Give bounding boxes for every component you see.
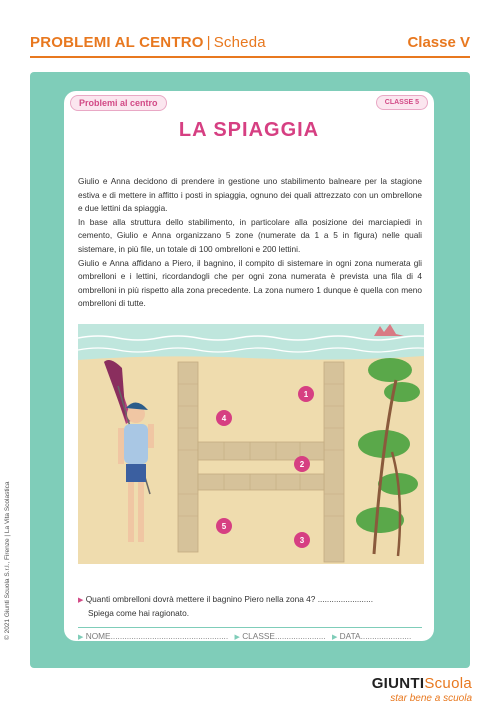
triangle-bullet-icon: ▶: [78, 597, 84, 604]
header-left: [30, 34, 266, 51]
question-text: Quanti ombrelloni dovrà mettere il bagnino Piero nella zona 4? ........................: [85, 594, 374, 604]
grade-label: Classe V: [407, 34, 470, 51]
header-separator: |: [206, 34, 211, 51]
triangle-bullet-icon: ▶: [234, 634, 240, 641]
problem-text: [78, 175, 422, 311]
worksheet-title: LA SPIAGGIA: [178, 119, 320, 141]
question-subtext: Spiega come hai ragionato.: [88, 608, 190, 618]
beach-illustration: [78, 324, 424, 564]
zone-label-4: 4: [221, 414, 227, 423]
tag-classe: CLASSE 5: [376, 95, 428, 110]
logo-brand: GIUNTI: [371, 675, 425, 692]
question-block: [78, 593, 422, 619]
worksheet-card: [64, 91, 434, 641]
date-label: DATA: [339, 631, 361, 641]
paragraph: In base alla struttura dello stabilimento, in particolare alla posizione dei marciapiedi in cemento, Giulio e Anna organizzano 5 zone (numerate da 1 a 5 in figura) nelle quali sistemare, in più file, un totale di 100 ombrelloni e 200 lettini.: [78, 216, 422, 254]
logo-brand-suffix: Scuola: [424, 675, 472, 692]
class-field[interactable]: ▶ CLASSE......................: [234, 631, 326, 641]
giunti-logo: [372, 675, 472, 704]
triangle-bullet-icon: ▶: [331, 634, 338, 641]
zone-label-5: 5: [221, 522, 227, 531]
student-fields: [78, 627, 422, 640]
tag-problemi: Problemi al centro: [70, 95, 167, 111]
triangle-bullet-icon: ▶: [78, 634, 84, 641]
logo-tagline: star bene a scuola: [390, 693, 472, 704]
sheet-label: Scheda: [213, 34, 266, 51]
date-field[interactable]: ▶ DATA......................: [331, 631, 412, 641]
series-title: PROBLEMI AL CENTRO: [30, 34, 204, 51]
zone-label-3: 3: [299, 536, 305, 545]
copyright-note: © 2021 Giunti Scuola S.r.l., Firenze | La Vita Scolastica: [4, 481, 11, 640]
name-label: NOME: [85, 631, 111, 641]
paragraph: Giulio e Anna decidono di prendere in gestione uno stabilimento balneare per la stagione estiva e di mettere in affitto i posti in spiaggia, ognuno dei quali attrezzato con un ombrellone e due lettini da spiaggia.: [78, 176, 422, 214]
zone-label-1: 1: [303, 390, 309, 399]
page-header: [30, 26, 470, 58]
name-field[interactable]: ▶ NOME...................................................: [78, 631, 229, 641]
zone-label-2: 2: [299, 460, 305, 469]
class-label: CLASSE: [242, 631, 275, 641]
paragraph: Giulio e Anna affidano a Piero, il bagnino, il compito di sistemare in ogni zona numerata gli ombrelloni e i lettini, ricordandogli che per ogni zona numerata è prevista una fila di 4 ombrelloni in più rispetto alla zona precedente. La zona numero 1 dunque è quella con meno ombrelloni di tutte.: [78, 257, 422, 309]
